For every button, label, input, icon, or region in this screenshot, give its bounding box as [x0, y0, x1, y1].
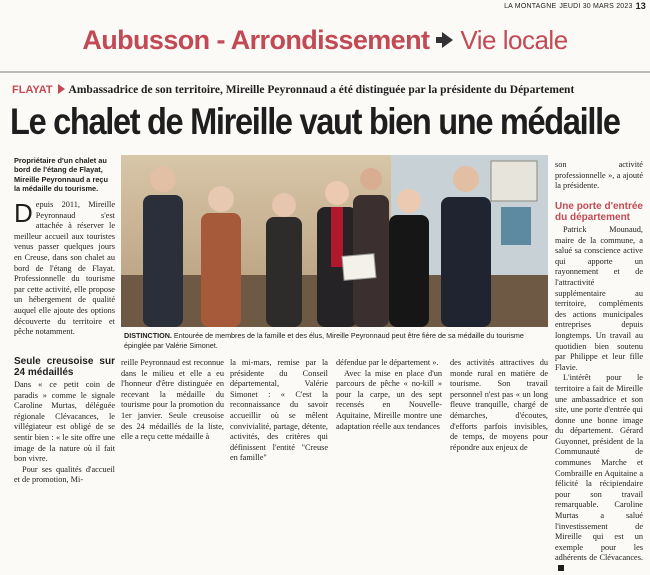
kicker-location: FLAYAT	[12, 84, 53, 96]
column-6-paragraph-2-text: L'intérêt pour le territoire a fait de Mireille une ambassadrice et son site, une porte d'entrée qui donne une bonne image du département. Gérard Guyonnet, président de la Communauté de communes Marche et Combraille en Aquitaine a félicité la récipiendaire pour son travail remarquable. Caroline Murtas a salué l'investissement de Mireille qui est un exemple pour les adhérents de Clévacances.	[555, 373, 643, 563]
article-column-1-continued	[14, 356, 115, 486]
folio-page-number: 13	[635, 1, 646, 11]
kicker-text: Ambassadrice de son territoire, Mireille Peyronnaud a été distinguée par la présidente du Département	[68, 84, 575, 96]
column-6-paragraph-1: Patrick Mounaud, maire de la commune, a salué sa conscience active qui apporte un rayonnement et de l'attractivité supplémentaire au territoire, compléments des actions municipales entreprises depuis longtemps. Un travail au quotidien bien soutenu par Philippe et leur fille Flavie.	[555, 225, 643, 372]
column-1b-paragraph-2: Pour ses qualités d'accueil et de promotion, Mi-	[14, 464, 115, 485]
banner-town: Aubusson - Arrondissement	[82, 24, 430, 55]
column-4-paragraph-1: défendue par le département ».	[336, 358, 439, 367]
subhead-porte-entree: Une porte d'entrée du département	[555, 201, 643, 223]
article-photo	[121, 155, 548, 327]
folio-date: JEUDI 30 MARS 2023	[559, 2, 633, 10]
article-lede: Propriétaire d'un chalet au bord de l'étang de Flayat, Mireille Peyronnaud a reçu la médaille du tourisme.	[14, 156, 109, 193]
column-3-text: la mi-mars, remise par la présidente du Conseil départemental, Valérie Simonet : « C'est la reconnaissance du savoir accueillir où se mêlent convivialité, partage, détente, activités, des critères qui définissent l'entité "Creuse en famille"	[230, 358, 328, 463]
article-column-4	[336, 358, 442, 432]
kicker	[12, 84, 574, 96]
banner-section: Vie locale	[460, 24, 568, 55]
article-column-2	[121, 358, 224, 443]
arrow-right-icon	[442, 32, 453, 48]
article-column-1	[14, 200, 115, 338]
caption-label: DISTINCTION.	[124, 331, 172, 340]
folio-paper: LA MONTAGNE	[504, 2, 557, 10]
article-column-6-continued	[555, 201, 643, 575]
article-headline: Le chalet de Mireille vaut bien une médaille	[10, 101, 620, 142]
column-5-text: des activités attractives du monde rural en matière de tourisme. Son travail personnel n'est pas « un long fleuve tranquille, chargé de démarches, d'écoutes, d'efforts parfois invisibles, de temps, de moyens pour répondre aux enjeux de	[450, 358, 548, 452]
photo-caption	[124, 331, 548, 350]
group-photo-illustration	[121, 155, 548, 327]
column-1-text: epuis 2011, Mireille Peyronnaud s'est attachée à réserver le meilleur accueil aux touristes venus passer quelques jours en Creuse, dans son chalet au bord de l'étang de Flayat. Professionnelle du tourisme par cette activité, elle propose un hébergement de qualité auquel elle ajoute des options découverte du territoire et pêche notamment.	[14, 200, 115, 337]
column-6-paragraph-0: son activité professionnelle », a ajouté la présidente.	[555, 160, 643, 191]
drop-cap: D	[14, 198, 33, 228]
column-6-paragraph-2	[555, 373, 643, 574]
end-of-article-icon	[558, 565, 564, 571]
article-column-6	[555, 160, 643, 192]
section-banner	[0, 12, 650, 68]
column-1b-paragraph-1: Dans « ce petit coin de paradis » comme le signale Caroline Murtas, déléguée régionale Clévacances, le villégiateur est obligé de se sentir bien : « le site offre une image de la nature où il fait bon vivre.	[14, 380, 115, 464]
column-4-paragraph-2: Avec la mise en place d'un parcours de pêche « no-kill » pour la carpe, un des sept recensés en Nouvelle-Aquitaine, Mireille montre une adaptation réelle aux tendances	[336, 368, 442, 431]
article-column-5	[450, 358, 548, 453]
page-folio	[504, 1, 646, 11]
column-2-text: reille Peyronnaud est reconnue dans le milieu et elle a eu l'honneur d'être distinguée en recevant la médaille du tourisme pour la promotion du 1er janvier. Seule creusoise des 24 médaillés de la liste, elle a reçu cette médaille à	[121, 358, 224, 442]
header-divider	[0, 71, 650, 73]
subhead-seule-creusoise: Seule creusoise sur 24 médaillés	[14, 356, 115, 378]
triangle-bullet-icon	[58, 84, 65, 94]
article-column-3	[230, 358, 328, 464]
caption-text: Entourée de membres de la famille et des élus, Mireille Peyronnaud peut être fière de sa médaille du tourisme épinglée par Valérie Simonet.	[124, 331, 524, 350]
